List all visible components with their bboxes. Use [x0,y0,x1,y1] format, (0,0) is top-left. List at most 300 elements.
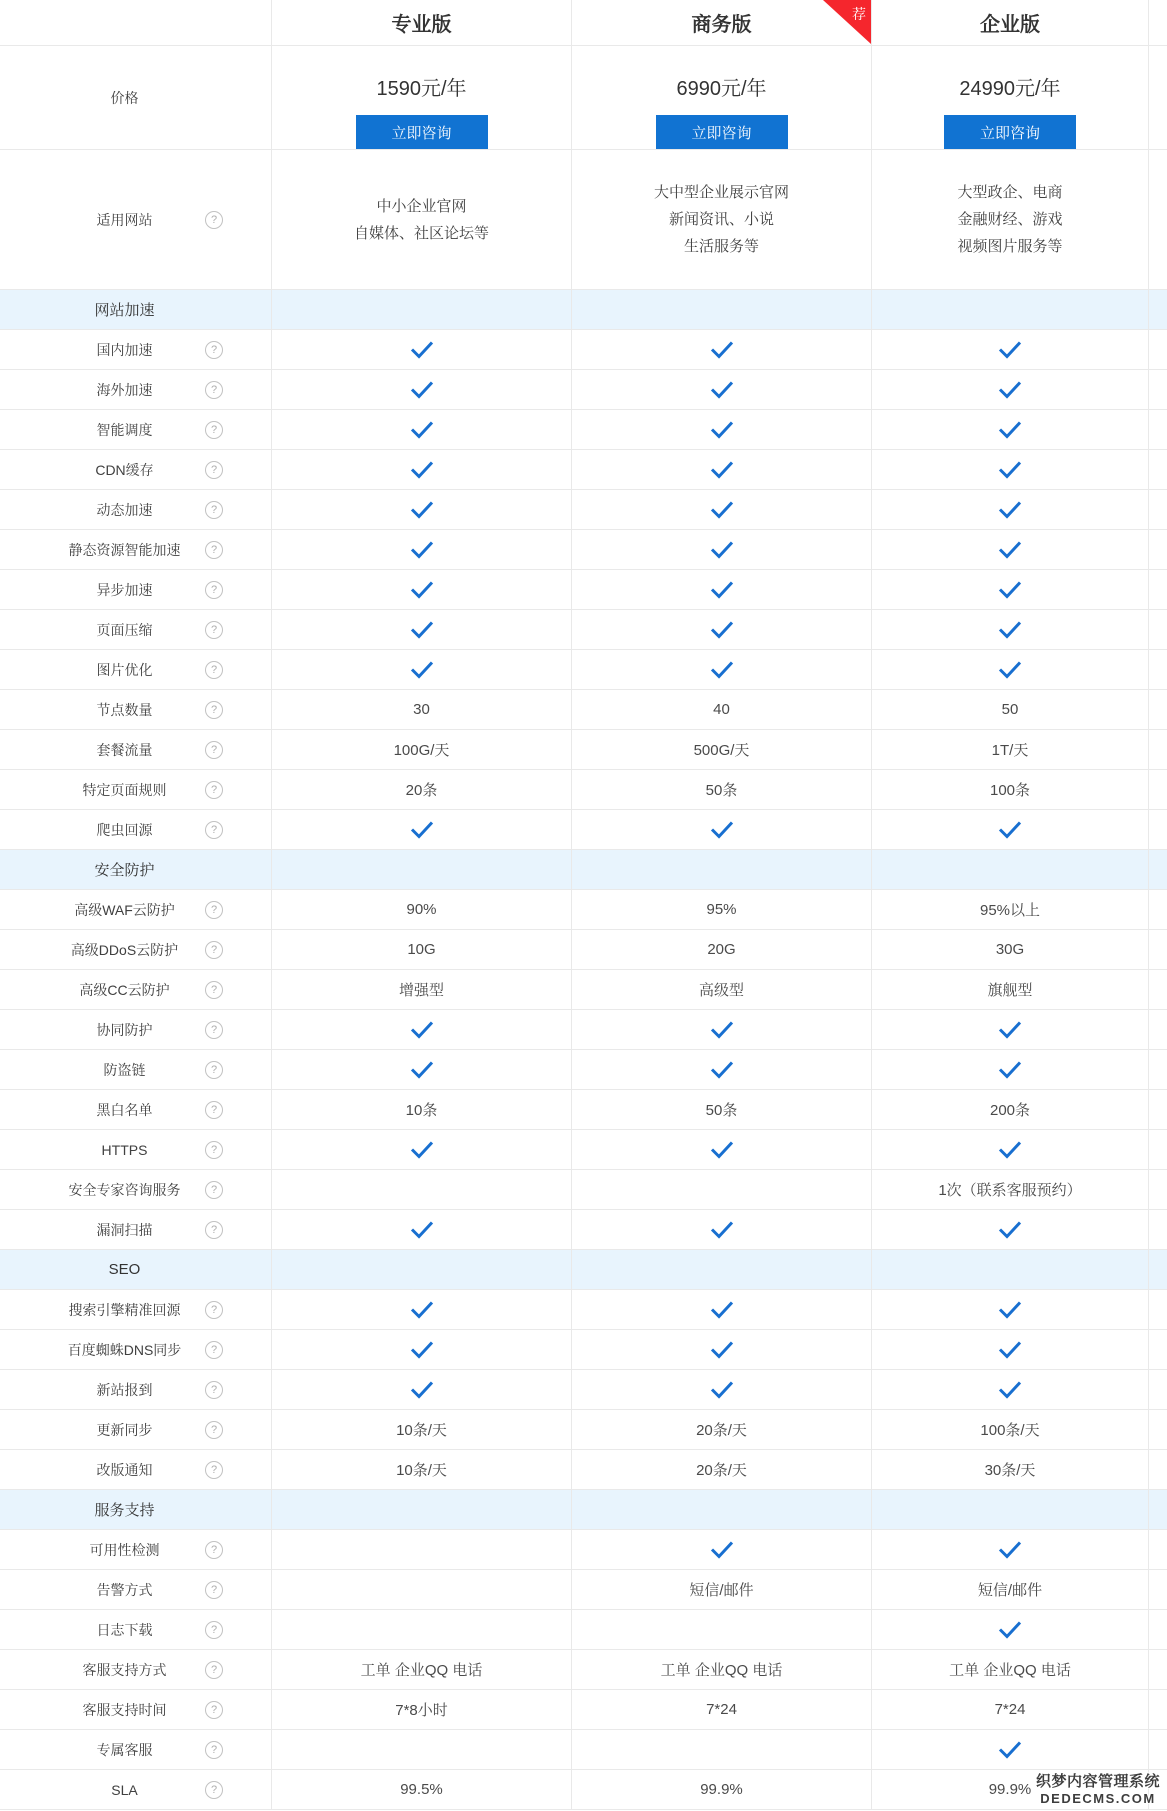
plan-value-cell [271,810,571,849]
check-icon [410,500,434,519]
check-icon [998,340,1022,359]
check-icon [410,1220,434,1239]
check-icon [410,340,434,359]
check-icon [410,380,434,399]
table-row [0,1330,1167,1370]
plan-value-cell [271,890,571,929]
row-spacer [1148,410,1167,449]
plan-value-cell [571,1770,871,1809]
check-icon [710,580,734,599]
feature-label: 可用性检测 [89,1541,160,1558]
feature-value: 95% [706,901,737,918]
feature-label: CDN缓存 [95,461,154,478]
sites-cell-business [571,150,871,289]
feature-value: 99.9% [988,1781,1032,1798]
row-label-cell [0,530,271,569]
table-row [0,570,1167,610]
help-icon[interactable]: ? [205,741,223,759]
feature-value: 7*24 [706,1701,737,1718]
feature-label: HTTPS [101,1141,148,1158]
check-icon [710,1020,734,1039]
row-label-cell [0,1490,271,1529]
row-spacer [1148,1490,1167,1529]
row-spacer [1148,1290,1167,1329]
plan-value-cell [871,770,1148,809]
feature-value: 99.9% [700,1781,743,1798]
watermark-line2: DEDECMS.COM [1040,1791,1156,1806]
row-spacer [1148,1610,1167,1649]
check-icon [710,820,734,839]
plan-value-cell [271,690,571,729]
plan-name: 企业版 [980,14,1040,36]
table-row [0,890,1167,930]
check-icon [998,1220,1022,1239]
check-icon [998,1380,1022,1399]
plan-value-cell [271,1330,571,1369]
feature-label: 搜索引擎精准回源 [68,1301,181,1318]
plan-value-cell [571,1170,871,1209]
feature-value: 20条 [405,782,438,799]
plan-value-cell [571,610,871,649]
plan-value-cell [871,1770,1148,1809]
row-spacer [1148,450,1167,489]
consult-now-button[interactable]: 立即咨询 [944,115,1076,149]
row-label-cell [0,850,271,889]
help-icon[interactable]: ? [205,1581,223,1599]
plan-value-cell [271,610,571,649]
table-row [0,1050,1167,1090]
help-icon[interactable]: ? [205,581,223,599]
section-title: 安全防护 [94,862,155,879]
plan-value-cell [571,290,871,329]
plan-value-cell [871,610,1148,649]
plan-value-cell [571,730,871,769]
table-row [0,1730,1167,1770]
feature-label: 爬虫回源 [96,821,153,838]
plan-value-cell [571,1050,871,1089]
check-icon [998,1740,1022,1759]
row-label-cell [0,1770,271,1809]
help-icon[interactable]: ? [205,981,223,999]
plan-value-cell [571,1130,871,1169]
price-cell-business [571,46,871,149]
row-spacer [1148,1330,1167,1369]
table-row [0,1370,1167,1410]
check-icon [710,1300,734,1319]
row-label-cell [0,770,271,809]
table-row [0,1530,1167,1570]
table-row [0,930,1167,970]
plan-value-cell [871,1730,1148,1769]
table-row [0,1090,1167,1130]
check-icon [998,1140,1022,1159]
table-row [0,690,1167,730]
plan-value-cell [571,890,871,929]
check-icon [998,660,1022,679]
sites-line: 金融财经、游戏 [957,211,1063,228]
help-icon[interactable]: ? [205,1701,223,1719]
help-icon[interactable]: ? [205,1181,223,1199]
help-icon[interactable]: ? [205,1741,223,1759]
plan-value-cell [271,1530,571,1569]
plan-value-cell [571,1490,871,1529]
feature-label: 异步加速 [96,581,153,598]
help-icon[interactable]: ? [205,1661,223,1679]
check-icon [410,820,434,839]
plan-value-cell [871,930,1148,969]
table-row [0,450,1167,490]
plan-value-cell [871,1410,1148,1449]
plan-value-cell [871,1010,1148,1049]
feature-label: 高级WAF云防护 [74,901,175,918]
plan-value-cell [871,530,1148,569]
help-icon[interactable]: ? [205,381,223,399]
feature-value: 100G/天 [393,742,450,759]
plan-value-cell [571,330,871,369]
plan-value-cell [271,1290,571,1329]
row-spacer [1148,890,1167,929]
row-spacer [1148,330,1167,369]
row-label-cell [0,890,271,929]
table-row [0,1770,1167,1810]
help-icon[interactable]: ? [205,621,223,639]
price-value: 6990元/年 [676,78,767,100]
table-row [0,530,1167,570]
feature-value: 50条 [705,782,738,799]
check-icon [410,620,434,639]
table-row [0,1210,1167,1250]
feature-label: 高级DDoS云防护 [70,941,179,958]
plan-value-cell [871,1250,1148,1289]
row-spacer [1148,1730,1167,1769]
feature-value: 20条/天 [696,1462,747,1479]
plan-value-cell [271,490,571,529]
help-icon[interactable]: ? [205,501,223,519]
plan-value-cell [271,330,571,369]
check-icon [998,1300,1022,1319]
plan-value-cell [271,1650,571,1689]
plan-value-cell [571,1690,871,1729]
table-row [0,410,1167,450]
row-label-cell [0,490,271,529]
sites-line: 大中型企业展示官网 [653,184,789,201]
help-icon[interactable]: ? [205,781,223,799]
consult-now-button[interactable]: 立即咨询 [656,115,788,149]
feature-label: 防盗链 [103,1061,146,1078]
plan-value-cell [271,850,571,889]
table-row [0,970,1167,1010]
row-label-cell [0,450,271,489]
sites-line: 大型政企、电商 [957,184,1063,201]
suitable-sites-row [0,150,1167,290]
check-icon [998,820,1022,839]
plan-value-cell [571,770,871,809]
plan-value-cell [871,1170,1148,1209]
plan-value-cell [271,370,571,409]
feature-value: 高级型 [698,982,744,999]
row-label-cell [0,1290,271,1329]
check-icon [410,1300,434,1319]
check-icon [710,380,734,399]
plan-value-cell [871,1330,1148,1369]
feature-value: 10条/天 [396,1462,447,1479]
help-icon[interactable]: ? [205,461,223,479]
row-spacer [1148,530,1167,569]
check-icon [710,420,734,439]
sites-line: 生活服务等 [683,238,759,255]
row-spacer [1148,850,1167,889]
row-spacer [1148,770,1167,809]
plan-value-cell [871,1450,1148,1489]
help-icon[interactable]: ? [205,901,223,919]
row-label-cell [0,1250,271,1289]
table-row [0,1130,1167,1170]
check-icon [410,1380,434,1399]
plan-value-cell [271,450,571,489]
sites-line: 中小企业官网 [376,197,467,215]
row-label-cell [0,970,271,1009]
check-icon [410,420,434,439]
help-icon[interactable]: ? [205,1061,223,1079]
plan-value-cell [571,1010,871,1049]
plan-value-cell [871,1570,1148,1609]
check-icon [710,1340,734,1359]
plan-value-cell [271,1730,571,1769]
feature-label: 客服支持方式 [82,1661,167,1678]
plan-value-cell [571,1410,871,1449]
check-icon [710,540,734,559]
plan-value-cell [871,1050,1148,1089]
row-spacer [1148,1690,1167,1729]
watermark-line1: 织梦内容管理系统 [1035,1773,1160,1790]
help-icon[interactable]: ? [205,1141,223,1159]
plan-value-cell [871,650,1148,689]
table-row [0,1410,1167,1450]
plan-header-business [571,0,871,45]
plan-value-cell [871,370,1148,409]
plan-value-cell [271,970,571,1009]
plan-value-cell [571,1090,871,1129]
feature-value: 工单 企业QQ 电话 [660,1662,783,1679]
feature-value: 50条 [705,1102,738,1119]
sites-line: 自媒体、社区论坛等 [353,224,489,242]
help-icon[interactable]: ? [205,211,223,229]
help-icon[interactable]: ? [205,541,223,559]
feature-value: 10G [407,941,436,958]
feature-value: 7*24 [994,1701,1026,1718]
feature-label: 告警方式 [96,1581,153,1598]
plan-value-cell [271,650,571,689]
check-icon [998,380,1022,399]
plan-value-cell [571,570,871,609]
help-icon[interactable]: ? [205,1341,223,1359]
help-icon[interactable]: ? [205,1621,223,1639]
row-spacer [1148,1650,1167,1689]
row-label-cell [0,610,271,649]
feature-label: 套餐流量 [96,741,153,758]
check-icon [998,460,1022,479]
help-icon[interactable]: ? [205,1781,223,1799]
row-spacer [1148,1250,1167,1289]
plan-value-cell [271,1250,571,1289]
row-label-cell [0,1050,271,1089]
row-spacer [1148,810,1167,849]
feature-value: 旗舰型 [987,982,1033,999]
sites-label: 适用网站 [96,211,153,228]
plan-value-cell [871,450,1148,489]
row-label-cell [0,810,271,849]
help-icon[interactable]: ? [205,421,223,439]
plan-value-cell [271,1490,571,1529]
help-icon[interactable]: ? [205,941,223,959]
plan-value-cell [271,1090,571,1129]
table-row [0,330,1167,370]
feature-value: 工单 企业QQ 电话 [360,1662,483,1679]
sites-cell-enterprise [871,150,1148,289]
table-row [0,1170,1167,1210]
plan-value-cell [871,490,1148,529]
section-row [0,290,1167,330]
feature-value: 95%以上 [979,902,1041,919]
row-spacer [1148,490,1167,529]
check-icon [410,580,434,599]
feature-label: 改版通知 [96,1461,153,1478]
row-spacer [1148,610,1167,649]
plan-value-cell [571,650,871,689]
row-label-cell [0,1730,271,1769]
check-icon [998,1060,1022,1079]
plan-value-cell [271,290,571,329]
help-icon[interactable]: ? [205,1461,223,1479]
feature-rows-container [0,290,1167,1810]
help-icon[interactable]: ? [205,1221,223,1239]
row-label-cell [0,1370,271,1409]
table-row [0,770,1167,810]
row-label-cell [0,370,271,409]
plan-value-cell [271,1690,571,1729]
plan-value-cell [571,930,871,969]
price-spacer [1148,46,1167,149]
row-spacer [1148,370,1167,409]
plan-value-cell [271,410,571,449]
feature-label: 更新同步 [96,1421,153,1438]
help-icon[interactable]: ? [205,1421,223,1439]
sites-line: 视频图片服务等 [957,238,1063,255]
feature-value: 200条 [989,1102,1031,1119]
feature-value: 20条/天 [696,1422,747,1439]
row-label-cell [0,330,271,369]
plan-value-cell [271,1410,571,1449]
feature-label: 新站报到 [96,1381,153,1398]
feature-label: 百度蜘蛛DNS同步 [67,1341,182,1358]
feature-value: 增强型 [398,982,444,999]
plan-name: 专业版 [391,14,452,36]
price-label: 价格 [110,89,139,106]
row-spacer [1148,970,1167,1009]
plan-value-cell [271,1010,571,1049]
help-icon[interactable]: ? [205,821,223,839]
plan-value-cell [871,730,1148,769]
section-row [0,1250,1167,1290]
feature-value: 10条/天 [396,1422,447,1439]
check-icon [410,460,434,479]
row-label-cell [0,1450,271,1489]
plan-value-cell [871,810,1148,849]
sites-spacer [1148,150,1167,289]
help-icon[interactable]: ? [205,1021,223,1039]
check-icon [998,540,1022,559]
table-row [0,1610,1167,1650]
section-title: 网站加速 [94,302,155,319]
consult-now-button[interactable]: 立即咨询 [356,115,488,149]
price-label-cell [0,46,271,149]
section-title: SEO [108,1261,141,1278]
check-icon [710,460,734,479]
row-label-cell [0,410,271,449]
row-label-cell [0,1010,271,1049]
help-icon[interactable]: ? [205,1381,223,1399]
plan-value-cell [871,1210,1148,1249]
row-label-cell [0,650,271,689]
row-spacer [1148,930,1167,969]
help-icon[interactable]: ? [205,661,223,679]
plan-value-cell [571,1730,871,1769]
feature-value: 1次（联系客服预约） [938,1182,1082,1199]
plan-value-cell [871,1090,1148,1129]
row-spacer [1148,1010,1167,1049]
row-spacer [1148,1450,1167,1489]
help-icon[interactable]: ? [205,1101,223,1119]
table-row [0,370,1167,410]
plan-value-cell [871,1490,1148,1529]
plan-header-row [0,0,1167,46]
help-icon[interactable]: ? [205,341,223,359]
check-icon [998,580,1022,599]
plan-value-cell [571,1650,871,1689]
plan-value-cell [271,1770,571,1809]
feature-label: 专属客服 [96,1741,153,1758]
section-row [0,850,1167,890]
check-icon [998,620,1022,639]
table-row [0,730,1167,770]
header-spacer [1148,0,1167,45]
check-icon [410,660,434,679]
check-icon [710,1140,734,1159]
help-icon[interactable]: ? [205,1541,223,1559]
row-spacer [1148,1570,1167,1609]
feature-label: SLA [111,1781,138,1798]
plan-value-cell [571,690,871,729]
check-icon [710,1220,734,1239]
help-icon[interactable]: ? [205,701,223,719]
plan-value-cell [271,930,571,969]
plan-value-cell [271,530,571,569]
plan-value-cell [571,1250,871,1289]
row-spacer [1148,570,1167,609]
help-icon[interactable]: ? [205,1301,223,1319]
feature-value: 50 [1001,701,1019,718]
row-spacer [1148,1050,1167,1089]
check-icon [710,340,734,359]
feature-value: 90% [406,901,437,918]
plan-value-cell [571,1450,871,1489]
price-cell-professional [271,46,571,149]
table-row [0,1450,1167,1490]
plan-value-cell [871,1690,1148,1729]
check-icon [998,500,1022,519]
plan-value-cell [271,770,571,809]
table-row [0,810,1167,850]
